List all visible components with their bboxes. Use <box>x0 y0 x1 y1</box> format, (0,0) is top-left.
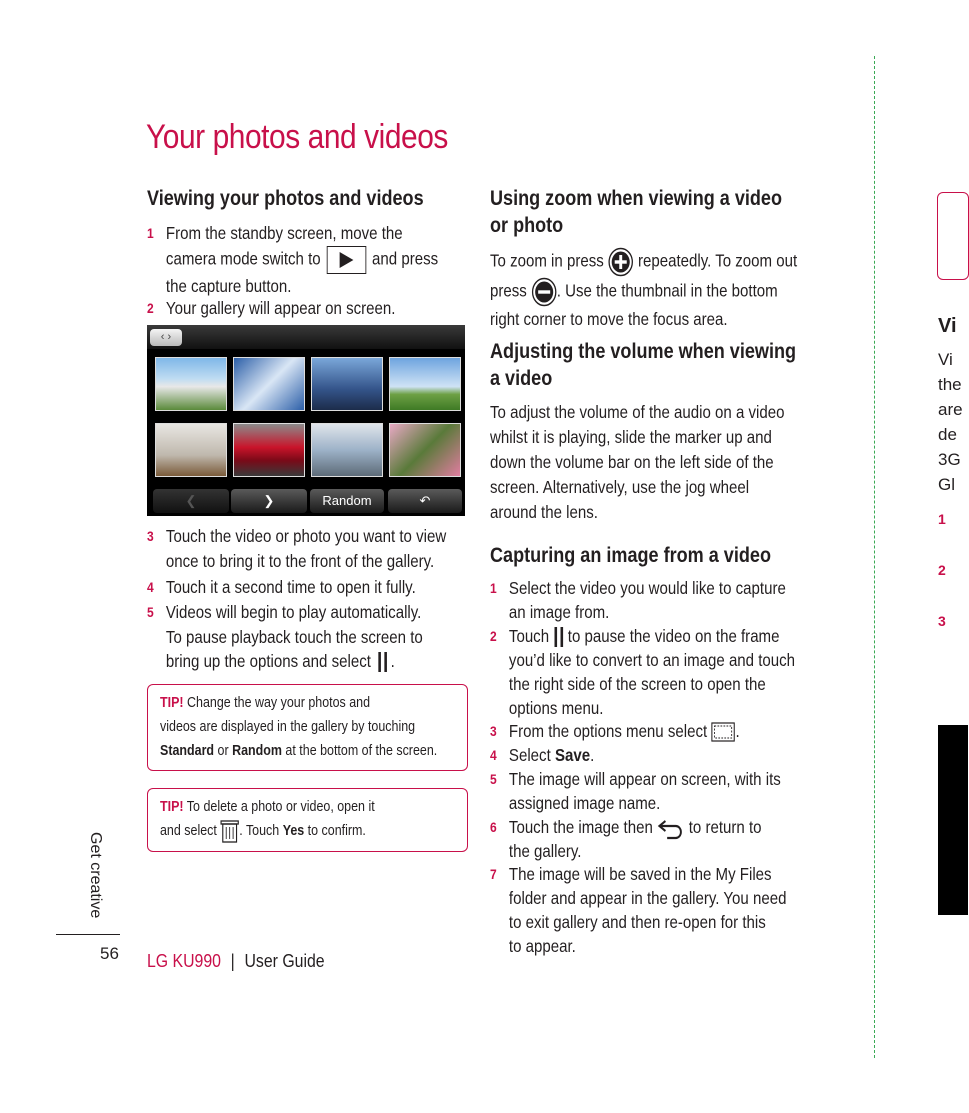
next-page-text: Gl <box>938 475 955 494</box>
next-page-tip-box <box>937 192 969 280</box>
next-button[interactable] <box>231 489 307 513</box>
photo-thumbnail <box>155 423 227 477</box>
photo-thumbnail <box>389 423 461 477</box>
footer: LG KU990 | User Guide <box>147 951 325 971</box>
play-icon <box>327 246 367 274</box>
next-page-screenshot <box>938 725 968 915</box>
zoom-out-icon <box>531 277 557 307</box>
trash-icon <box>220 819 239 843</box>
next-page-step-num: 1 <box>938 511 946 527</box>
next-page-step-num: 3 <box>938 613 946 629</box>
nav-arrows-icon: ‹ › <box>150 329 182 346</box>
next-page-text: Vi <box>938 350 953 369</box>
section-heading-zoom: Using zoom when viewing a video or photo <box>490 187 783 237</box>
prev-button[interactable] <box>153 489 229 513</box>
section-tab: Get creative <box>87 832 104 919</box>
volume-paragraph: To adjust the volume of the audio on a video whilst it is playing, slide the marker up and down the volume bar on the left side of the screen. Alternatively, use the jog wheel around the lens. <box>490 402 785 522</box>
next-page-text: the <box>938 375 962 394</box>
zoom-in-icon <box>608 247 634 277</box>
gallery-top-bar <box>147 325 465 349</box>
section-heading-capture: Capturing an image from a video <box>490 544 771 567</box>
section-heading-viewing: Viewing your photos and videos <box>147 187 424 210</box>
next-page-text: are <box>938 400 963 419</box>
photo-thumbnail <box>233 357 305 411</box>
next-page-text: 3G <box>938 450 961 469</box>
page-number: 56 <box>100 944 119 963</box>
photo-thumbnail <box>233 423 305 477</box>
capture-frame-icon <box>711 722 735 742</box>
chevron-left-icon: ❮ <box>185 493 197 508</box>
zoom-paragraph: To zoom in press repeatedly. To zoom out press . Use the thumbnail in the bottom right corner to move the focus area. <box>490 247 797 332</box>
tip-box-delete: TIP! To delete a photo or video, open it and select . Touch Yes to confirm. <box>147 788 468 852</box>
pause-icon <box>553 626 563 648</box>
page-title: Your photos and videos <box>146 118 448 156</box>
tip-box-gallery: TIP! Change the way your photos and videos are displayed in the gallery by touching Standard or Random at the bottom of the screen. <box>147 684 468 771</box>
footer-divider <box>56 934 120 935</box>
photo-thumbnail <box>311 357 383 411</box>
next-page-step-num: 2 <box>938 562 946 578</box>
section-heading-volume: Adjusting the volume when viewing a video <box>490 340 797 390</box>
back-arrow-icon <box>657 817 685 839</box>
pause-icon <box>377 651 389 673</box>
chevron-right-icon: ❯ <box>263 493 275 508</box>
gallery-screenshot <box>147 325 465 516</box>
back-button[interactable] <box>388 489 462 513</box>
page-fold-line <box>874 56 875 1058</box>
photo-thumbnail <box>311 423 383 477</box>
gallery-bottom-bar <box>147 487 465 516</box>
photo-thumbnail <box>155 357 227 411</box>
photo-thumbnail <box>389 357 461 411</box>
back-arrow-icon: ↶ <box>419 493 431 508</box>
next-page-heading: Vi <box>938 315 957 337</box>
random-button[interactable]: Random <box>310 489 384 513</box>
next-page-text: de <box>938 425 957 444</box>
